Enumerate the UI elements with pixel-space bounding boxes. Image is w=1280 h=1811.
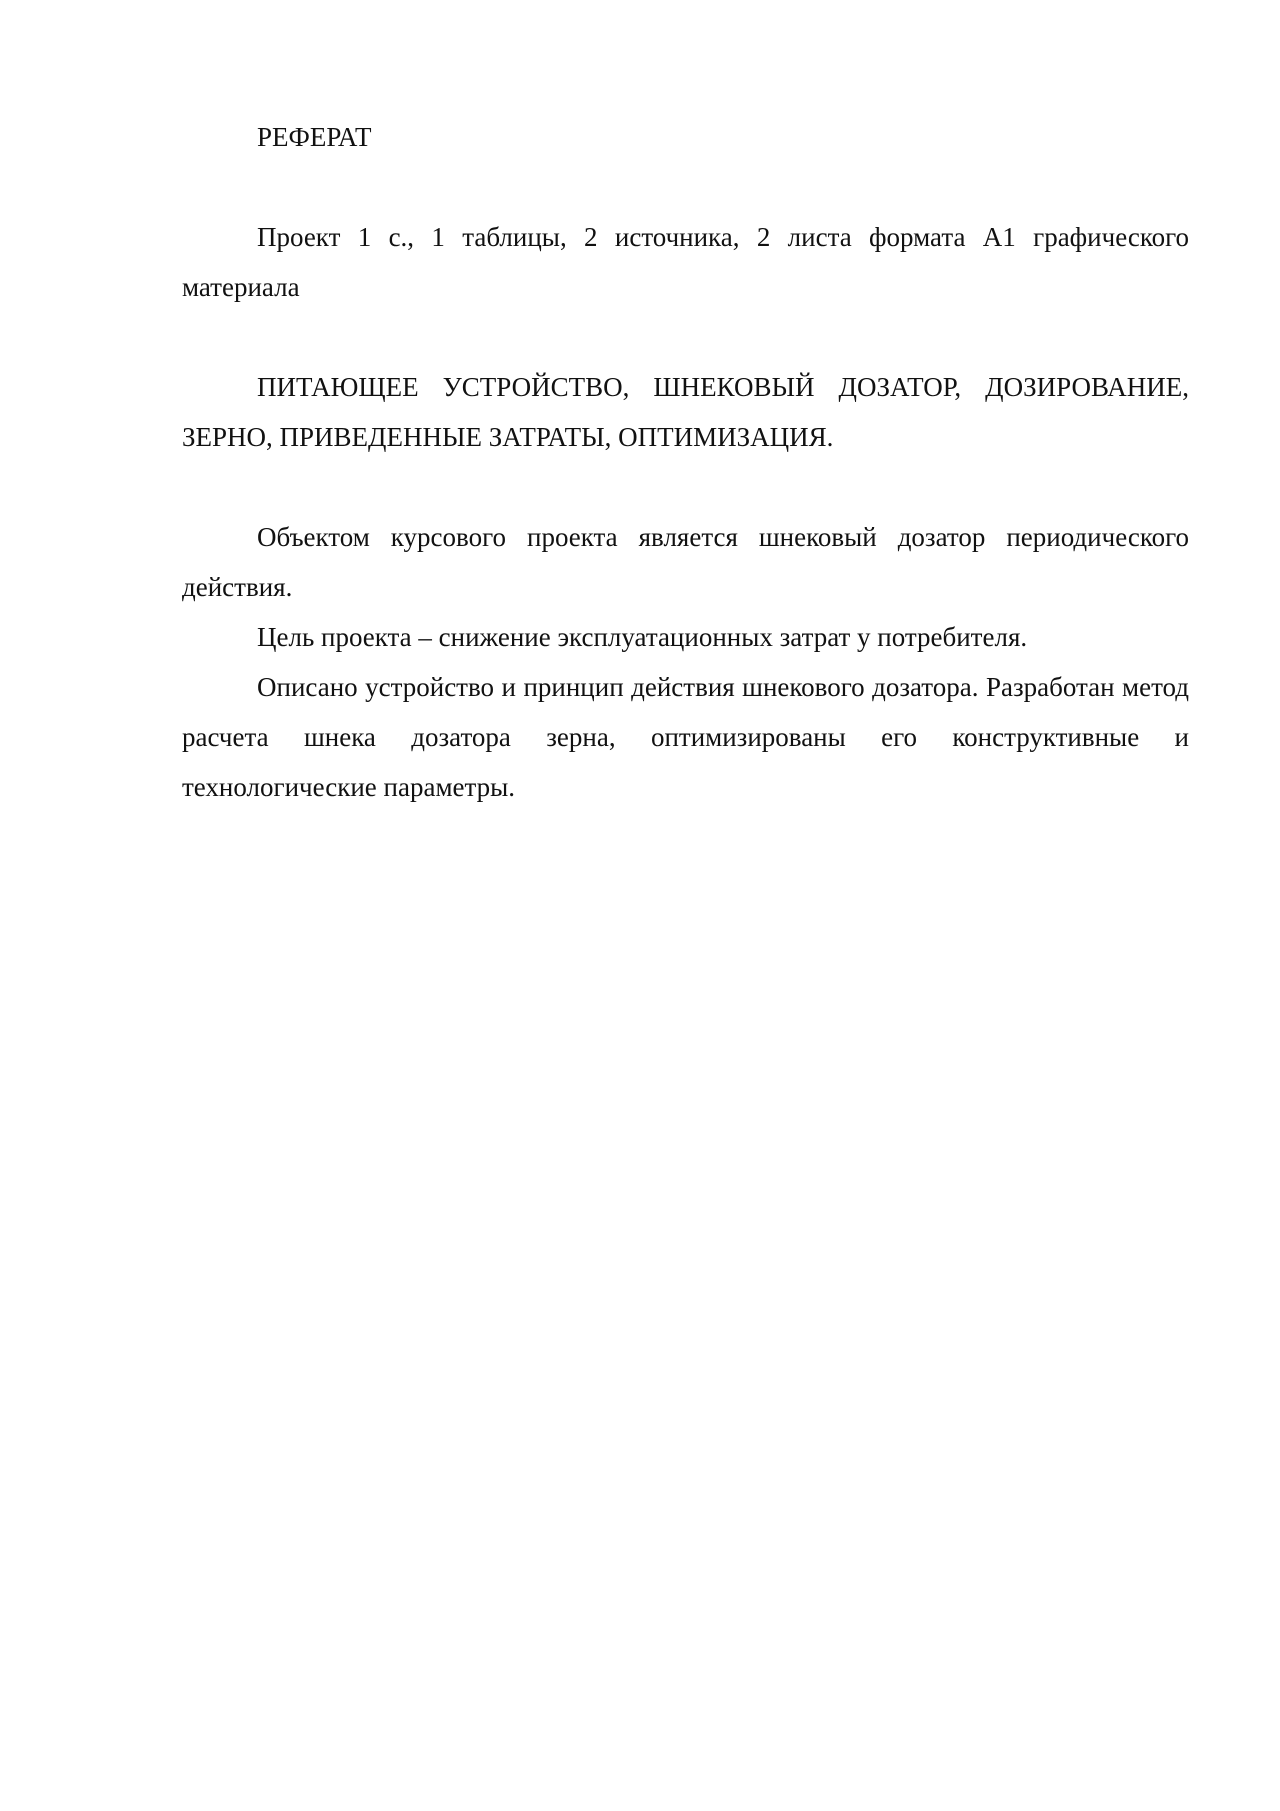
- spacer: [182, 462, 1189, 512]
- document-title: РЕФЕРАТ: [257, 122, 372, 152]
- keywords-paragraph: ПИТАЮЩЕЕ УСТРОЙСТВО, ШНЕКОВЫЙ ДОЗАТОР, ДОЗИРОВАНИЕ, ЗЕРНО, ПРИВЕДЕННЫЕ ЗАТРАТЫ, ОПТИМИЗАЦИЯ.: [182, 372, 1189, 452]
- document-content: [182, 112, 1189, 812]
- goal-paragraph: Цель проекта – снижение эксплуатационных затрат у потребителя.: [257, 622, 1028, 652]
- spacer: [182, 162, 1189, 212]
- description-paragraph: Описано устройство и принцип действия шнекового дозатора. Разработан метод расчета шнека дозатора зерна, оптимизированы его конструктивные и технологические параметры.: [182, 672, 1189, 802]
- spacer: [182, 312, 1189, 362]
- object-paragraph: Объектом курсового проекта является шнековый дозатор периодического действия.: [182, 522, 1189, 602]
- summary-paragraph: Проект 1 с., 1 таблицы, 2 источника, 2 листа формата А1 графического материала: [182, 222, 1189, 302]
